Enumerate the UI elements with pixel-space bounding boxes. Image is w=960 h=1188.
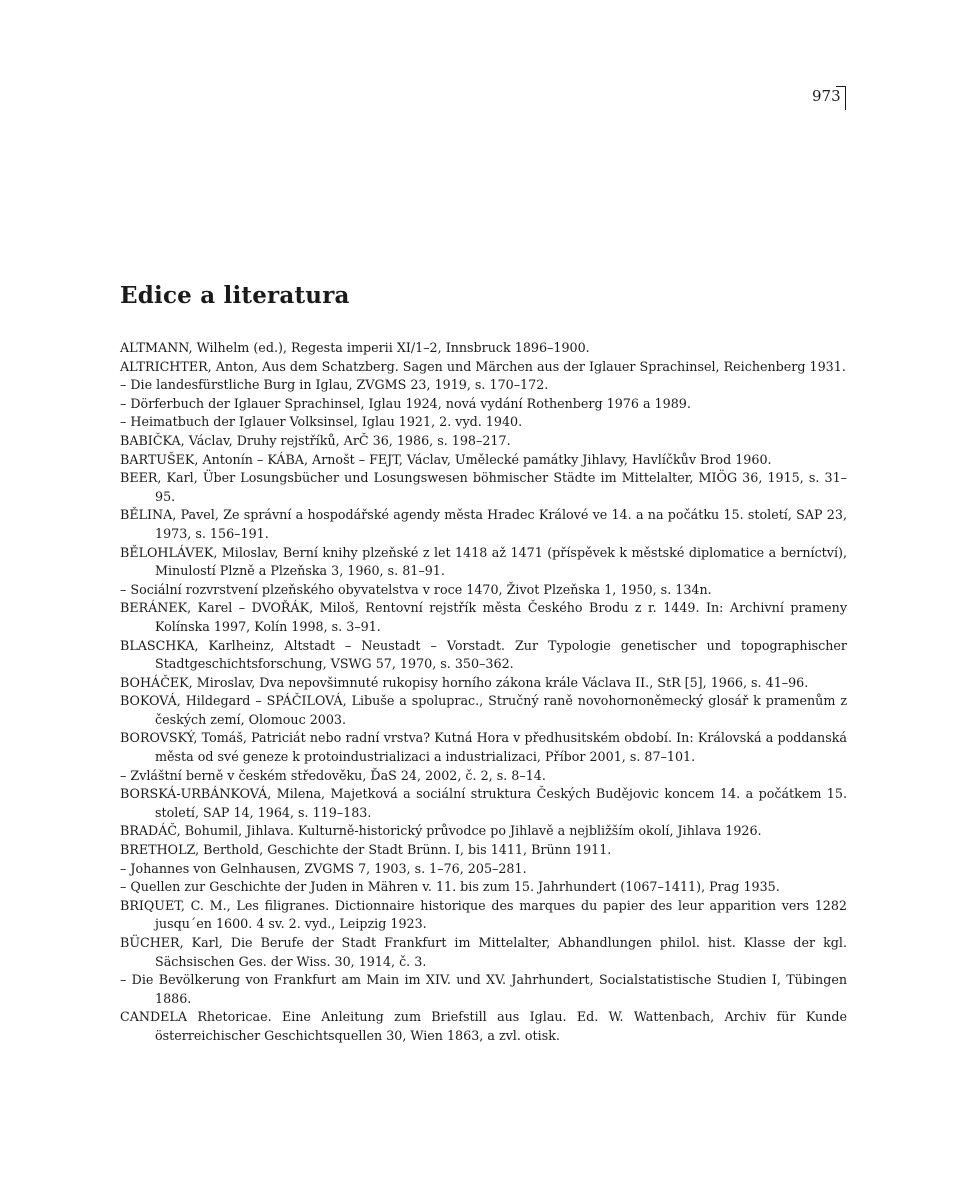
bibliography-entry: BORSKÁ-URBÁNKOVÁ, Milena, Majetková a sociální struktura Českých Budějovic koncem 14. a počátkem 15. století, SAP 14, 1964, s. 119–183. — [120, 786, 847, 820]
bibliography-entry: BRETHOLZ, Berthold, Geschichte der Stadt Brünn. I, bis 1411, Brünn 1911. — [120, 842, 612, 858]
bibliography-entry: BOROVSKÝ, Tomáš, Patriciát nebo radní vrstva? Kutná Hora v předhusitském období. In: Královská a poddanská města od své geneze k protoindustrializaci a industrializaci, Příbor 2001, s. 87–101. — [120, 730, 847, 765]
bibliography-entry: BOKOVÁ, Hildegard – SPÁČILOVÁ, Libuše a spoluprac., Stručný raně novohornoněmecký glosář k pramenům z českých zemí, Olomouc 2003. — [120, 693, 847, 727]
bibliography-entry: – Sociální rozvrstvení plzeňského obyvatelstva v roce 1470, Život Plzeňska 1, 1950, s. 134n. — [120, 581, 712, 597]
bibliography-entry: CANDELA Rhetoricae. Eine Anleitung zum Briefstill aus Iglau. Ed. W. Wattenbach, Archiv für Kunde österreichischer Geschichtsquellen 30, Wien 1863, a zvl. otisk. — [120, 1009, 847, 1043]
bibliography-entry: ALTMANN, Wilhelm (ed.), Regesta imperii XI/1–2, Innsbruck 1896–1900. — [120, 340, 590, 355]
bibliography-entry: BOHÁČEK, Miroslav, Dva nepovšimnuté rukopisy horního zákona krále Václava II., StR [5], 1966, s. 41–96. — [120, 674, 809, 690]
bibliography-entry: BERÁNEK, Karel – DVOŘÁK, Miloš, Rentovní rejstřík města Českého Brodu z r. 1449. In: Archivní prameny Kolínska 1997, Kolín 1998, s. 3–91. — [120, 600, 847, 634]
bibliography-entry: BRADÁČ, Bohumil, Jihlava. Kulturně-historický průvodce po Jihlavě a nejbližším okolí, Jihlava 1926. — [120, 823, 762, 839]
bibliography-entry: – Quellen zur Geschichte der Juden in Mähren v. 11. bis zum 15. Jahrhundert (1067–1411), Prag 1935. — [120, 879, 780, 895]
bibliography-entry: BĚLOHLÁVEK, Miloslav, Berní knihy plzeňské z let 1418 až 1471 (příspěvek k městské diplomatice a berníctví), Minulostí Plzně a Plzeňska 3, 1960, s. 81–91. — [120, 544, 847, 579]
bibliography-entry: BĚLINA, Pavel, Ze správní a hospodářské agendy města Hradec Králové ve 14. a na počátku 15. století, SAP 23, 1973, s. 156–191. — [120, 507, 847, 541]
bibliography-list — [120, 339, 847, 1046]
bibliography-entry: – Die landesfürstliche Burg in Iglau, ZVGMS 23, 1919, s. 170–172. — [120, 377, 549, 393]
bibliography-entry: BRIQUET, C. M., Les filigranes. Dictionnaire historique des marques du papier des leur apparition vers 1282 jusqu´en 1600. 4 sv. 2. vyd., Leipzig 1923. — [120, 897, 847, 932]
section-heading: Edice a literatura — [120, 282, 350, 309]
bibliography-entry: – Johannes von Gelnhausen, ZVGMS 7, 1903, s. 1–76, 205–281. — [120, 860, 527, 876]
bibliography-entry: BEER, Karl, Über Losungsbücher und Losungswesen böhmischer Städte im Mittelalter, MIÖG 36, 1915, s. 31–95. — [120, 470, 847, 504]
bibliography-entry: BABIČKA, Václav, Druhy rejstříků, ArČ 36, 1986, s. 198–217. — [120, 432, 511, 448]
bibliography-entry: – Heimatbuch der Iglauer Volksinsel, Iglau 1921, 2. vyd. 1940. — [120, 414, 523, 430]
bibliography-entry: ALTRICHTER, Anton, Aus dem Schatzberg. Sagen und Märchen aus der Iglauer Sprachinsel, Reichenberg 1931. — [120, 358, 846, 374]
page-number: 973 — [812, 86, 846, 110]
bibliography-entry: – Die Bevölkerung von Frankfurt am Main im XIV. und XV. Jahrhundert, Socialstatistische Studien I, Tübingen 1886. — [120, 972, 847, 1006]
bibliography-entry: BLASCHKA, Karlheinz, Altstadt – Neustadt – Vorstadt. Zur Typologie genetischer und topographischer Stadtgeschichtsforschung, VSWG 57, 1970, s. 350–362. — [120, 637, 847, 672]
bibliography-entry: – Dörferbuch der Iglauer Sprachinsel, Iglau 1924, nová vydání Rothenberg 1976 a 1989. — [120, 395, 691, 411]
bibliography-entry: BÜCHER, Karl, Die Berufe der Stadt Frankfurt im Mittelalter, Abhandlungen philol. hist. Klasse der kgl. Sächsischen Ges. der Wiss. 30, 1914, č. 3. — [120, 935, 847, 969]
bibliography-entry: – Zvláštní berně v českém středověku, ĎaS 24, 2002, č. 2, s. 8–14. — [120, 767, 546, 783]
bibliography-entry: BARTUŠEK, Antonín – KÁBA, Arnošt – FEJT, Václav, Umělecké památky Jihlavy, Havlíčkův Brod 1960. — [120, 451, 772, 467]
